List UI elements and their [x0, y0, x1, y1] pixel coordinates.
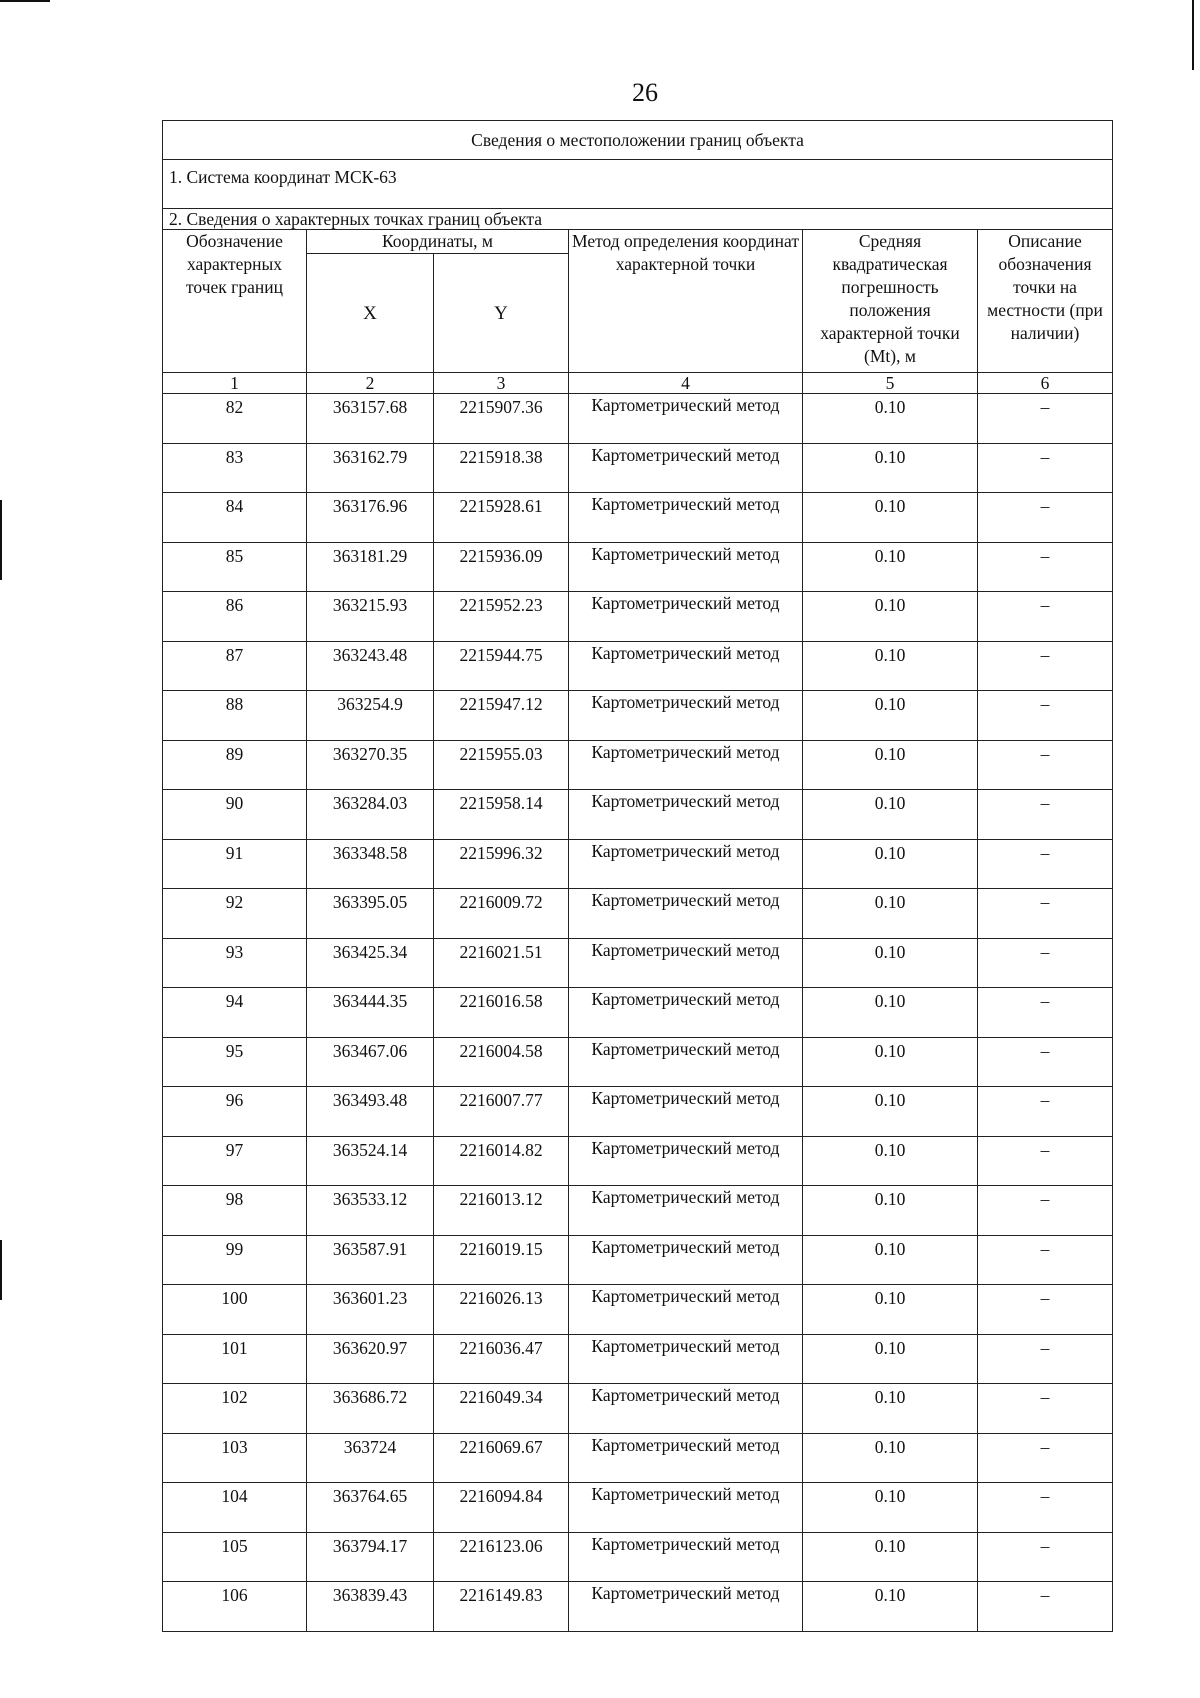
table-row [163, 790, 1113, 840]
description-cell: – [978, 443, 1113, 493]
description-cell: – [978, 790, 1113, 840]
table-row [163, 1483, 1113, 1533]
y-coordinate-cell: 2215907.36 [434, 394, 569, 444]
y-coordinate-cell: 2215928.61 [434, 493, 569, 543]
y-coordinate-cell: 2215918.38 [434, 443, 569, 493]
method-cell: Картометрический метод [569, 1285, 803, 1335]
table-row [163, 691, 1113, 741]
table-row [163, 641, 1113, 691]
x-coordinate-cell: 363425.34 [307, 938, 434, 988]
x-coordinate-cell: 363243.48 [307, 641, 434, 691]
x-coordinate-cell: 363724 [307, 1433, 434, 1483]
point-cell: 85 [163, 542, 307, 592]
error-cell: 0.10 [803, 740, 978, 790]
point-cell: 102 [163, 1384, 307, 1434]
method-cell: Картометрический метод [569, 988, 803, 1038]
table-row [163, 394, 1113, 444]
description-cell: – [978, 1186, 1113, 1236]
error-cell: 0.10 [803, 1483, 978, 1533]
error-cell: 0.10 [803, 394, 978, 444]
point-cell: 84 [163, 493, 307, 543]
table-row [163, 1334, 1113, 1384]
error-cell: 0.10 [803, 839, 978, 889]
y-coordinate-cell: 2216014.82 [434, 1136, 569, 1186]
point-cell: 87 [163, 641, 307, 691]
method-cell: Картометрический метод [569, 1136, 803, 1186]
table-row [163, 839, 1113, 889]
description-cell: – [978, 1433, 1113, 1483]
table-row [163, 1582, 1113, 1632]
method-cell: Картометрический метод [569, 790, 803, 840]
method-cell: Картометрический метод [569, 1582, 803, 1632]
table-row [163, 443, 1113, 493]
y-coordinate-cell: 2215958.14 [434, 790, 569, 840]
method-cell: Картометрический метод [569, 493, 803, 543]
description-cell: – [978, 1285, 1113, 1335]
error-cell: 0.10 [803, 790, 978, 840]
method-cell: Картометрический метод [569, 1186, 803, 1236]
table-row [163, 1037, 1113, 1087]
x-coordinate-cell: 363839.43 [307, 1582, 434, 1632]
description-cell: – [978, 740, 1113, 790]
error-cell: 0.10 [803, 1037, 978, 1087]
error-cell: 0.10 [803, 542, 978, 592]
boundary-points-table [162, 120, 1113, 1632]
y-coordinate-cell: 2216019.15 [434, 1235, 569, 1285]
x-coordinate-cell: 363587.91 [307, 1235, 434, 1285]
column-number: 4 [569, 373, 803, 394]
method-cell: Картометрический метод [569, 839, 803, 889]
header-description: Описание обозначения точки на местности (при наличии) [978, 230, 1113, 373]
error-cell: 0.10 [803, 1433, 978, 1483]
point-cell: 91 [163, 839, 307, 889]
error-cell: 0.10 [803, 1384, 978, 1434]
x-coordinate-cell: 363181.29 [307, 542, 434, 592]
x-coordinate-cell: 363162.79 [307, 443, 434, 493]
method-cell: Картометрический метод [569, 740, 803, 790]
method-cell: Картометрический метод [569, 641, 803, 691]
x-coordinate-cell: 363533.12 [307, 1186, 434, 1236]
table-row [163, 1433, 1113, 1483]
column-number: 3 [434, 373, 569, 394]
table-row [163, 988, 1113, 1038]
method-cell: Картометрический метод [569, 592, 803, 642]
x-coordinate-cell: 363620.97 [307, 1334, 434, 1384]
description-cell: – [978, 1235, 1113, 1285]
error-cell: 0.10 [803, 988, 978, 1038]
method-cell: Картометрический метод [569, 1235, 803, 1285]
y-coordinate-cell: 2216069.67 [434, 1433, 569, 1483]
point-cell: 95 [163, 1037, 307, 1087]
point-cell: 105 [163, 1532, 307, 1582]
method-cell: Картометрический метод [569, 1037, 803, 1087]
y-coordinate-cell: 2216026.13 [434, 1285, 569, 1335]
point-cell: 103 [163, 1433, 307, 1483]
scan-edge-line-top [0, 0, 50, 2]
point-cell: 89 [163, 740, 307, 790]
table-row [163, 1136, 1113, 1186]
method-cell: Картометрический метод [569, 1483, 803, 1533]
header-method: Метод определения координат характерной точки [569, 230, 803, 373]
x-coordinate-cell: 363270.35 [307, 740, 434, 790]
y-coordinate-cell: 2215952.23 [434, 592, 569, 642]
point-cell: 82 [163, 394, 307, 444]
description-cell: – [978, 1384, 1113, 1434]
description-cell: – [978, 938, 1113, 988]
x-coordinate-cell: 363467.06 [307, 1037, 434, 1087]
y-coordinate-cell: 2216049.34 [434, 1384, 569, 1434]
column-number-row [163, 373, 1113, 394]
table-row [163, 1186, 1113, 1236]
description-cell: – [978, 839, 1113, 889]
y-coordinate-cell: 2215996.32 [434, 839, 569, 889]
method-cell: Картометрический метод [569, 1334, 803, 1384]
method-cell: Картометрический метод [569, 394, 803, 444]
x-coordinate-cell: 363601.23 [307, 1285, 434, 1335]
y-coordinate-cell: 2216007.77 [434, 1087, 569, 1137]
description-cell: – [978, 641, 1113, 691]
table-row [163, 889, 1113, 939]
y-coordinate-cell: 2215944.75 [434, 641, 569, 691]
method-cell: Картометрический метод [569, 691, 803, 741]
header-error: Средняя квадратическая погрешность положения характерной точки (Mt), м [803, 230, 978, 373]
error-cell: 0.10 [803, 691, 978, 741]
y-coordinate-cell: 2216016.58 [434, 988, 569, 1038]
description-cell: – [978, 691, 1113, 741]
description-cell: – [978, 1334, 1113, 1384]
header-designation: Обозначение характерных точек границ [163, 230, 307, 373]
error-cell: 0.10 [803, 641, 978, 691]
method-cell: Картометрический метод [569, 1532, 803, 1582]
column-number: 1 [163, 373, 307, 394]
x-coordinate-cell: 363764.65 [307, 1483, 434, 1533]
table-row [163, 1285, 1113, 1335]
y-coordinate-cell: 2215947.12 [434, 691, 569, 741]
error-cell: 0.10 [803, 1136, 978, 1186]
section-title: 2. Сведения о характерных точках границ объекта [163, 209, 1113, 230]
column-number: 5 [803, 373, 978, 394]
y-coordinate-cell: 2215936.09 [434, 542, 569, 592]
header-x: X [307, 254, 434, 373]
error-cell: 0.10 [803, 1235, 978, 1285]
point-cell: 98 [163, 1186, 307, 1236]
description-cell: – [978, 988, 1113, 1038]
x-coordinate-cell: 363348.58 [307, 839, 434, 889]
point-cell: 106 [163, 1582, 307, 1632]
description-cell: – [978, 1087, 1113, 1137]
table-row [163, 542, 1113, 592]
y-coordinate-cell: 2216036.47 [434, 1334, 569, 1384]
description-cell: – [978, 889, 1113, 939]
x-coordinate-cell: 363444.35 [307, 988, 434, 1038]
method-cell: Картометрический метод [569, 1433, 803, 1483]
column-number: 6 [978, 373, 1113, 394]
description-cell: – [978, 1582, 1113, 1632]
scan-edge-line-right [1192, 0, 1194, 70]
column-number: 2 [307, 373, 434, 394]
error-cell: 0.10 [803, 1186, 978, 1236]
error-cell: 0.10 [803, 592, 978, 642]
y-coordinate-cell: 2215955.03 [434, 740, 569, 790]
description-cell: – [978, 394, 1113, 444]
description-cell: – [978, 592, 1113, 642]
description-cell: – [978, 493, 1113, 543]
x-coordinate-cell: 363686.72 [307, 1384, 434, 1434]
y-coordinate-cell: 2216021.51 [434, 938, 569, 988]
y-coordinate-cell: 2216009.72 [434, 889, 569, 939]
table-title: Сведения о местоположении границ объекта [163, 121, 1113, 160]
method-cell: Картометрический метод [569, 938, 803, 988]
error-cell: 0.10 [803, 938, 978, 988]
method-cell: Картометрический метод [569, 542, 803, 592]
point-cell: 94 [163, 988, 307, 1038]
error-cell: 0.10 [803, 493, 978, 543]
error-cell: 0.10 [803, 1582, 978, 1632]
point-cell: 96 [163, 1087, 307, 1137]
y-coordinate-cell: 2216004.58 [434, 1037, 569, 1087]
error-cell: 0.10 [803, 889, 978, 939]
point-cell: 101 [163, 1334, 307, 1384]
x-coordinate-cell: 363254.9 [307, 691, 434, 741]
method-cell: Картометрический метод [569, 1384, 803, 1434]
description-cell: – [978, 1037, 1113, 1087]
point-cell: 88 [163, 691, 307, 741]
method-cell: Картометрический метод [569, 443, 803, 493]
header-y: Y [434, 254, 569, 373]
point-cell: 92 [163, 889, 307, 939]
method-cell: Картометрический метод [569, 1087, 803, 1137]
point-cell: 100 [163, 1285, 307, 1335]
x-coordinate-cell: 363284.03 [307, 790, 434, 840]
description-cell: – [978, 542, 1113, 592]
y-coordinate-cell: 2216123.06 [434, 1532, 569, 1582]
point-cell: 93 [163, 938, 307, 988]
y-coordinate-cell: 2216094.84 [434, 1483, 569, 1533]
x-coordinate-cell: 363215.93 [307, 592, 434, 642]
header-coordinates: Координаты, м [307, 230, 569, 254]
page-number: 26 [632, 78, 658, 107]
table-row [163, 938, 1113, 988]
error-cell: 0.10 [803, 1285, 978, 1335]
error-cell: 0.10 [803, 1087, 978, 1137]
point-cell: 90 [163, 790, 307, 840]
y-coordinate-cell: 2216013.12 [434, 1186, 569, 1236]
y-coordinate-cell: 2216149.83 [434, 1582, 569, 1632]
point-cell: 104 [163, 1483, 307, 1533]
table-row [163, 1087, 1113, 1137]
table-row [163, 493, 1113, 543]
error-cell: 0.10 [803, 443, 978, 493]
point-cell: 83 [163, 443, 307, 493]
table-row [163, 592, 1113, 642]
table-row [163, 1532, 1113, 1582]
point-cell: 97 [163, 1136, 307, 1186]
point-cell: 99 [163, 1235, 307, 1285]
coordinate-system-label: 1. Система координат МСК-63 [163, 160, 1113, 209]
description-cell: – [978, 1136, 1113, 1186]
x-coordinate-cell: 363395.05 [307, 889, 434, 939]
scan-edge-line-left-1 [0, 500, 2, 580]
x-coordinate-cell: 363176.96 [307, 493, 434, 543]
description-cell: – [978, 1532, 1113, 1582]
error-cell: 0.10 [803, 1532, 978, 1582]
table-row [163, 1384, 1113, 1434]
x-coordinate-cell: 363493.48 [307, 1087, 434, 1137]
scan-edge-line-left-2 [0, 1240, 2, 1300]
x-coordinate-cell: 363794.17 [307, 1532, 434, 1582]
point-cell: 86 [163, 592, 307, 642]
table-row [163, 1235, 1113, 1285]
x-coordinate-cell: 363157.68 [307, 394, 434, 444]
table-row [163, 740, 1113, 790]
description-cell: – [978, 1483, 1113, 1533]
x-coordinate-cell: 363524.14 [307, 1136, 434, 1186]
method-cell: Картометрический метод [569, 889, 803, 939]
error-cell: 0.10 [803, 1334, 978, 1384]
